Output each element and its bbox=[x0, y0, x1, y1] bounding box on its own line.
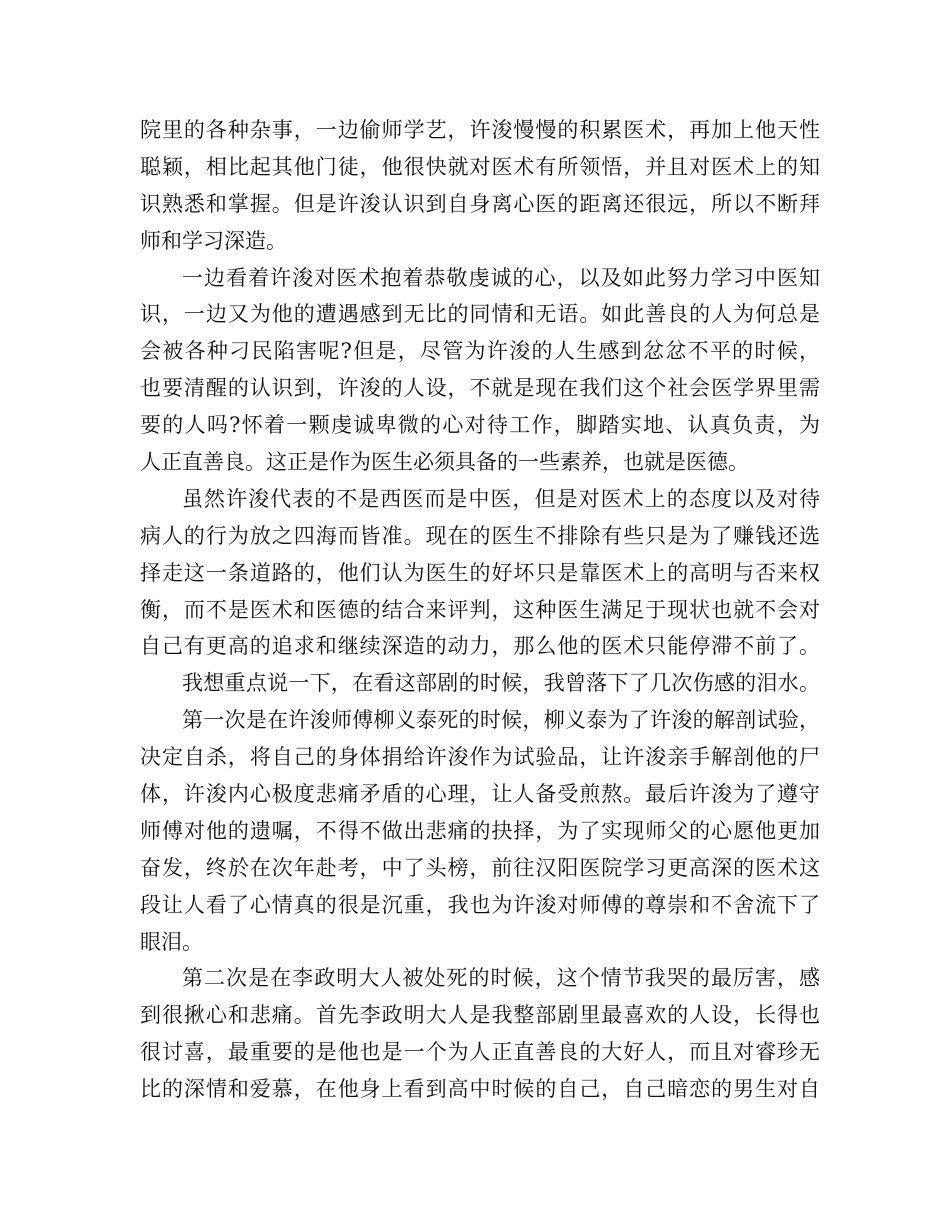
text-line: 院里的各种杂事，一边偷师学艺，许浚慢慢的积累医术，再加上他天性 bbox=[140, 118, 820, 142]
text-line: 自己有更高的追求和继续深造的动力，那么他的医术只能停滞不前了。 bbox=[140, 634, 820, 659]
text-line: 第一次是在许浚师傅柳义泰死的时候，柳义泰为了许浚的解剖试验， bbox=[182, 708, 820, 733]
text-line: 到很揪心和悲痛。首先李政明大人是我整部剧里最喜欢的人设，长得也 bbox=[140, 1003, 820, 1028]
text-line: 段让人看了心情真的很是沉重，我也为许浚对师傅的尊崇和不舍流下了 bbox=[140, 892, 820, 917]
text-line: 衡，而不是医术和医德的结合来评判，这种医生满足于现状也就不会对 bbox=[140, 597, 820, 622]
text-line: 第二次是在李政明大人被处死的时候，这个情节我哭的最厉害，感 bbox=[182, 966, 820, 991]
text-line: 师傅对他的遗嘱，不得不做出悲痛的抉择，为了实现师父的心愿他更加 bbox=[140, 818, 820, 843]
text-line: 也要清醒的认识到，许浚的人设，不就是现在我们这个社会医学界里需 bbox=[140, 376, 820, 401]
text-line: 比的深情和爱慕，在他身上看到高中时候的自己，自己暗恋的男生对自 bbox=[140, 1077, 820, 1102]
text-line: 聪颖，相比起其他门徒，他很快就对医术有所领悟，并且对医术上的知 bbox=[140, 154, 820, 179]
text-line: 一边看着许浚对医术抱着恭敬虔诚的心，以及如此努力学习中医知 bbox=[182, 265, 820, 290]
text-line: 很讨喜，最重要的是他也是一个为人正直善良的大好人，而且对睿珍无 bbox=[140, 1040, 820, 1065]
text-line: 病人的行为放之四海而皆准。现在的医生不排除有些只是为了赚钱还选 bbox=[140, 523, 820, 548]
text-line: 决定自杀，将自己的身体捐给许浚作为试验品，让许浚亲手解剖他的尸 bbox=[140, 745, 820, 770]
text-line: 体，许浚内心极度悲痛矛盾的心理，让人备受煎熬。最后许浚为了遵守 bbox=[140, 782, 820, 807]
text-line: 要的人吗?怀着一颗虔诚卑微的心对待工作，脚踏实地、认真负责，为 bbox=[140, 413, 820, 438]
text-line: 虽然许浚代表的不是西医而是中医，但是对医术上的态度以及对待 bbox=[182, 486, 820, 511]
text-line: 眼泪。 bbox=[140, 929, 203, 954]
text-line: 人正直善良。这正是作为医生必须具备的一些素养，也就是医德。 bbox=[140, 450, 749, 475]
document-body bbox=[140, 112, 820, 1108]
text-line: 识，一边又为他的遭遇感到无比的同情和无语。如此善良的人为何总是 bbox=[140, 302, 820, 327]
text-line: 择走这一条道路的，他们认为医生的好坏只是靠医术上的高明与否来权 bbox=[140, 560, 820, 585]
text-line: 师和学习深造。 bbox=[140, 228, 287, 253]
text-line: 奋发，终於在次年赴考，中了头榜，前往汉阳医院学习更高深的医术这 bbox=[140, 855, 820, 880]
text-line: 会被各种刁民陷害呢?但是，尽管为许浚的人生感到忿忿不平的时候， bbox=[140, 339, 820, 364]
text-line: 我想重点说一下，在看这部剧的时候，我曾落下了几次伤感的泪水。 bbox=[182, 671, 820, 696]
text-line: 识熟悉和掌握。但是许浚认识到自身离心医的距离还很远，所以不断拜 bbox=[140, 191, 820, 216]
